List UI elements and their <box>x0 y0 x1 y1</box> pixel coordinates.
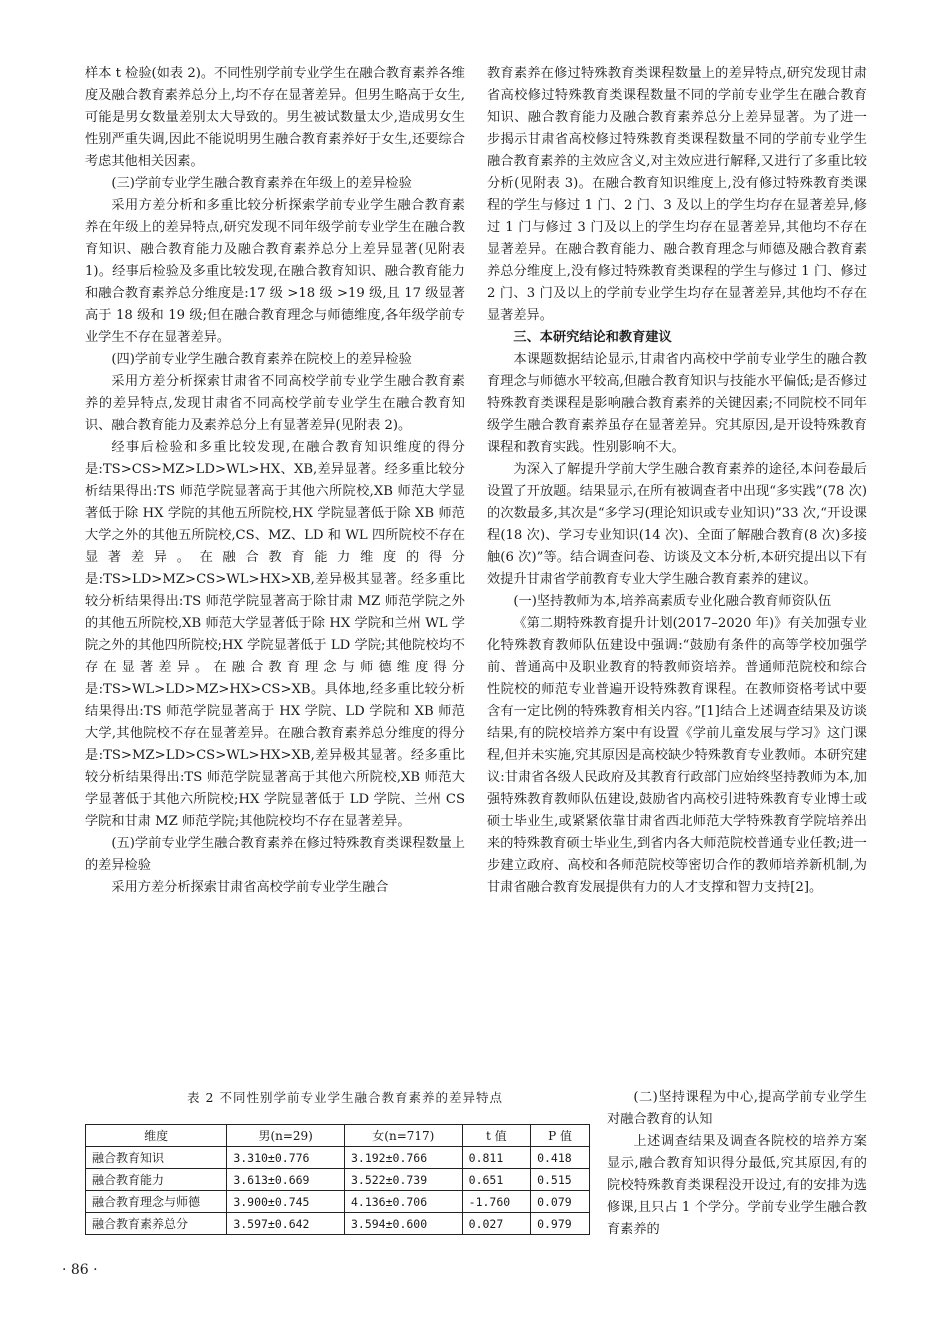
subsection-heading: (一)坚持教师为本,培养高素质专业化融合教育师资队伍 <box>513 594 832 609</box>
paragraph: 经事后检验和多重比较发现,在融合教育知识维度的得分是:TS>CS>MZ>LD>WL>HX、XB,差异显著。经多重比较分析结果得出:TS 师范学院显著高于其他六所院校,XB 师范大学显著低于除 HX 学院的其他五所院校,HX 学院显著低于除 XB 师范大学之外的其他五所院校,CS、MZ、LD 和 WL 四所院校不存在显著差异。在融合教育能力维度的得分是:TS>LD>MZ>CS>WL>HX>XB,差异极其显著。经多重比较分析结果得出:TS 师范学院显著高于除甘肃 MZ 师范学院之外的其他五所院校,XB 师范大学显著低于除 HX 学院和兰州 WL 学院之外的其他四所院校;HX 学院显著低于 LD 学院;其他院校均不存在显著差异。在融合教育理念与师德维度得分是:TS>WL>LD>MZ>HX>CS>XB。具体地,经多重比较分析结果得出:TS 师范学院显著高于 HX 学院、LD 学院和 XB 师范大学,其他院校不存在显著差异。在融合教育素养总分维度的得分是:TS>MZ>LD>CS>WL>HX>XB,差异极其显著。经多重比较分析结果得出:TS 师范学院显著高于其他六所院校,XB 师范大学显著低于其他六所院校;HX 学院显著低于 LD 学院、兰州 CS 学院和甘肃 MZ 师范学院;其他院校均不存在显著差异。 <box>85 440 465 829</box>
table-cell: 融合教育知识 <box>86 1147 227 1169</box>
table-caption: 表 2 不同性别学前专业学生融合教育素养的差异特点 <box>187 1090 503 1105</box>
table-cell: 0.079 <box>531 1191 590 1213</box>
table-cell: 3.522±0.739 <box>344 1169 462 1191</box>
table-cell: -1.760 <box>462 1191 530 1213</box>
right-bottom-text <box>607 1087 867 1241</box>
left-text-column <box>85 63 465 899</box>
section-heading: (五)学前专业学生融合教育素养在修过特殊教育类课程数量上的差异检验 <box>85 836 465 873</box>
table-cell: 3.310±0.776 <box>227 1147 345 1169</box>
table-header-cell: P 值 <box>531 1125 590 1147</box>
table-cell: 0.811 <box>462 1147 530 1169</box>
table-cell: 4.136±0.706 <box>344 1191 462 1213</box>
paragraph: 采用方差分析和多重比较分析探索学前专业学生融合教育素养在年级上的差异特点,研究发现不同年级学前专业学生在融合教育知识、融合教育能力及融合教育素养总分上差异显著(见附表 1)。经事后检验及多重比较发现,在融合教育知识、融合教育能力和融合教育素养总分维度是:17 级 >18 级 >19 级,且 17 级显著高于 18 级和 19 级;但在融合教育理念与师德维度,各年级学前专业学生不存在显著差异。 <box>85 198 465 345</box>
paragraph: 上述调查结果及调查各院校的培养方案显示,融合教育知识得分最低,究其原因,有的院校特殊教育类课程没开设过,有的安排为选修课,且只占 1 个学分。学前专业学生融合教育素养的 <box>607 1134 867 1237</box>
table-cell: 3.597±0.642 <box>227 1213 345 1235</box>
paragraph: 《第二期特殊教育提升计划(2017–2020 年)》有关加强专业化特殊教育教师队伍建设中强调:“鼓励有条件的高等学校加强学前、普通高中及职业教育的特教师资培养。普通师范院校和综合性院校的师范专业普遍开设特殊教育课程。在教师资格考试中要含有一定比例的特殊教育相关内容。”[1]结合上述调查结果及访谈结果,有的院校培养方案中有设置《学前儿童发展与学习》这门课程,但并未实施,究其原因是高校缺少特殊教育专业教师。本研究建议:甘肃省各级人民政府及其教育行政部门应始终坚持教师为本,加强特殊教育教师队伍建设,鼓励省内高校引进特殊教育专业博士或硕士毕业生,或紧紧依靠甘肃省西北师范大学特殊教育学院培养出来的特殊教育硕士毕业生,到省内各大师范院校普通专业任教;进一步建立政府、高校和各师范院校等密切合作的教师培养新机制,为甘肃省融合教育发展提供有力的人才支撑和智力支持[2]。 <box>487 616 867 895</box>
section-heading: 三、本研究结论和教育建议 <box>513 330 672 345</box>
paragraph: 样本 t 检验(如表 2)。不同性别学前专业学生在融合教育素养各维度及融合教育素养总分上,均不存在显著差异。但男生略高于女生,可能是男女数量差别太大导致的。男生被试数量太少,造成男女生性别严重失调,因此不能说明男生融合教育素养好于女生,还要综合考虑其他相关因素。 <box>85 66 465 169</box>
table-header-cell: t 值 <box>462 1125 530 1147</box>
paragraph: 采用方差分析探索甘肃省不同高校学前专业学生融合教育素养的差异特点,发现甘肃省不同高校学前专业学生在融合教育知识、融合教育能力及素养总分上有显著差异(见附表 2)。 <box>85 374 465 433</box>
table-cell: 0.418 <box>531 1147 590 1169</box>
right-text-column <box>487 63 867 899</box>
table-cell: 0.651 <box>462 1169 530 1191</box>
paragraph: 为深入了解提升学前大学生融合教育素养的途径,本问卷最后设置了开放题。结果显示,在所有被调查者中出现“多实践”(78 次)的次数最多,其次是“多学习(理论知识或专业知识)”33 次,“开设课程(18 次)、学习专业知识(14 次)、全面了解融合教育(8 次)多接触(6 次)”等。结合调查问卷、访谈及文本分析,本研究提出以下有效提升甘肃省学前教育专业大学生融合教育素养的建议。 <box>487 462 867 587</box>
table-header-cell: 维度 <box>86 1125 227 1147</box>
table-cell: 融合教育能力 <box>86 1169 227 1191</box>
table-cell: 0.515 <box>531 1169 590 1191</box>
section-heading: (四)学前专业学生融合教育素养在院校上的差异检验 <box>111 352 412 367</box>
subsection-heading: (二)坚持课程为中心,提高学前专业学生对融合教育的认知 <box>607 1090 867 1127</box>
paragraph: 本课题数据结论显示,甘肃省内高校中学前专业学生的融合教育理念与师德水平较高,但融合教育知识与技能水平偏低;是否修过特殊教育类课程是影响融合教育素养的关键因素;不同院校不同年级学生融合教育素养虽存在显著差异。究其原因,是开设特殊教育课程和教育实践。性别影响不大。 <box>487 352 867 455</box>
table-row <box>86 1169 590 1191</box>
table-cell: 3.594±0.600 <box>344 1213 462 1235</box>
table-cell: 0.027 <box>462 1213 530 1235</box>
gender-difference-table <box>85 1124 590 1235</box>
table-header-row <box>86 1125 590 1147</box>
table-cell: 融合教育理念与师德 <box>86 1191 227 1213</box>
table-row <box>86 1213 590 1235</box>
table-cell: 0.979 <box>531 1213 590 1235</box>
paragraph: 教育素养在修过特殊教育类课程数量上的差异特点,研究发现甘肃省高校修过特殊教育类课程数量不同的学前专业学生在融合教育知识、融合教育能力及融合教育素养总分上差异显著。为了进一步揭示甘肃省高校修过特殊教育类课程数量不同的学前专业学生融合教育素养的主效应含义,对主效应进行解释,又进行了多重比较分析(见附表 3)。在融合教育知识维度上,没有修过特殊教育类课程的学生与修过 1 门、2 门、3 及以上的学生均存在显著差异,修过 1 门与修过 3 门及以上的学生均存在显著差异,其他均不存在显著差异。在融合教育能力、融合教育理念与师德及融合教育素养总分维度上,没有修过特殊教育类课程的学生与修过 1 门、修过 2 门、3 门及以上的学前专业学生均存在显著差异,其他均不存在显著差异。 <box>487 66 867 323</box>
table-cell: 3.192±0.766 <box>344 1147 462 1169</box>
table-cell: 融合教育素养总分 <box>86 1213 227 1235</box>
table-header-cell: 男(n=29) <box>227 1125 345 1147</box>
table-row <box>86 1191 590 1213</box>
page-number: · 86 · <box>62 1262 98 1278</box>
table-cell: 3.613±0.669 <box>227 1169 345 1191</box>
table-cell: 3.900±0.745 <box>227 1191 345 1213</box>
paragraph: 采用方差分析探索甘肃省高校学前专业学生融合 <box>111 880 389 895</box>
section-heading: (三)学前专业学生融合教育素养在年级上的差异检验 <box>111 176 412 191</box>
table-header-cell: 女(n=717) <box>344 1125 462 1147</box>
table-row <box>86 1147 590 1169</box>
